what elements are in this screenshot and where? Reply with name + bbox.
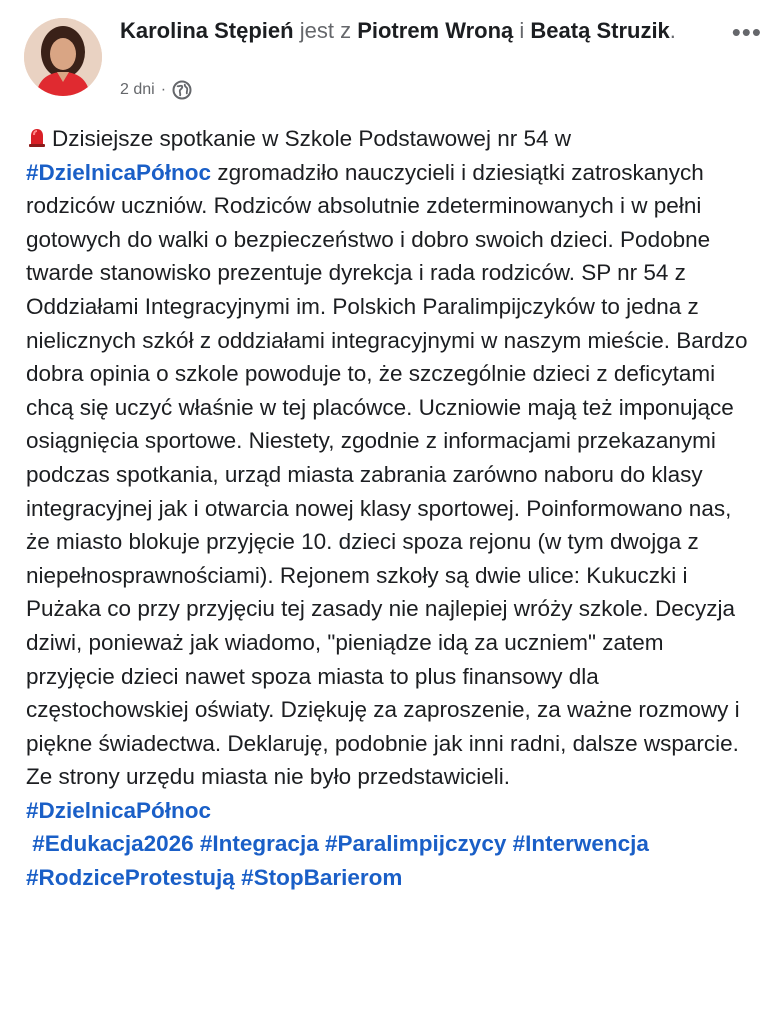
avatar-photo — [24, 18, 102, 96]
post-lead-text: Dzisiejsze spotkanie w Szkole Podstawowej nr 54 w — [52, 126, 571, 151]
globe-icon[interactable] — [172, 80, 192, 100]
and-text: i — [519, 18, 525, 43]
hashtag-link[interactable]: #RodziceProtestują — [26, 865, 235, 891]
hashtag-link[interactable]: #Paralimpijczycy — [324, 831, 507, 857]
post-meta — [120, 80, 192, 100]
hashtag-link[interactable]: #DzielnicaPółnoc — [26, 797, 212, 823]
post-timestamp[interactable]: 2 dni — [120, 81, 155, 98]
siren-emoji-icon — [26, 124, 48, 146]
hashtag-line-2 — [26, 827, 754, 861]
post-text — [26, 122, 754, 794]
hashtag-line-3 — [26, 861, 754, 895]
tagged-person-1[interactable]: Piotrem Wroną — [357, 18, 514, 43]
hashtag-line-1 — [26, 794, 754, 828]
post-header — [24, 14, 762, 110]
hashtag-link[interactable]: #DzielnicaPółnoc — [26, 159, 212, 185]
tagged-person-2[interactable]: Beatą Struzik — [530, 18, 670, 43]
author-line-suffix: . — [669, 18, 676, 43]
meta-separator: · — [160, 81, 167, 98]
with-text: jest z — [299, 18, 352, 43]
post-main-text: zgromadziło nauczycieli i dziesiątki zatroskanych rodziców uczniów. Rodziców absolutnie zdeterminowanych i w pełni gotowych do walki o bezpieczeństwo i dobro swoich dzieci. Podobne twarde stanowisko prezentuje dyrekcja i rada rodziców. SP nr 54 z Oddziałami Integracyjnymi im. Polskich Paralimpijczyków to jedna z nielicznych szkół z oddziałami integracyjnymi w naszym mieście. Bardzo dobra opinia o szkole powoduje to, że szczególnie dzieci z deficytami chcą się uczyć właśnie w tej placówce. Uczniowie mają też imponujące osiągnięcia sportowe. Niestety, zgodnie z informacjami przekazanymi podczas spotkania, urząd miasta zabrania zarówno naboru do klasy integracyjnej jak i otwarcia nowej klasy sportowej. Poinformowano nas, że miasto blokuje przyjęcie 10. dzieci spoza rejonu (w tym dwojga z niepełnosprawnościami). Rejonem szkoły są dwie ulice: Kukuczki i Pużaka co przy przyjęciu tej zasady nie najlepiej wróży szkole. Decyzja dziwi, ponieważ jak wiadomo, "pieniądze idą za uczniem" zatem przyjęcie dzieci nawet spoza miasta to plus finansowy dla częstochowskiej oświaty. Dziękuję za zaproszenie, za ważne rozmowy i piękne świadectwa. Deklaruję, podobnie jak inni radni, dalsze wsparcie. Ze strony urzędu miasta nie było przedstawicieli. — [26, 159, 748, 790]
hashtag-link[interactable]: #Interwencja — [512, 831, 649, 857]
hashtag-link[interactable]: #Integracja — [199, 831, 319, 857]
hashtag-link[interactable]: #Edukacja2026 — [32, 831, 194, 857]
post-body — [26, 122, 754, 895]
hashtag-link[interactable]: #StopBarierom — [241, 865, 403, 891]
author-line — [120, 16, 680, 45]
avatar[interactable] — [24, 18, 102, 96]
author-name[interactable]: Karolina Stępień — [120, 18, 294, 43]
more-options-button[interactable]: ••• — [731, 17, 762, 47]
